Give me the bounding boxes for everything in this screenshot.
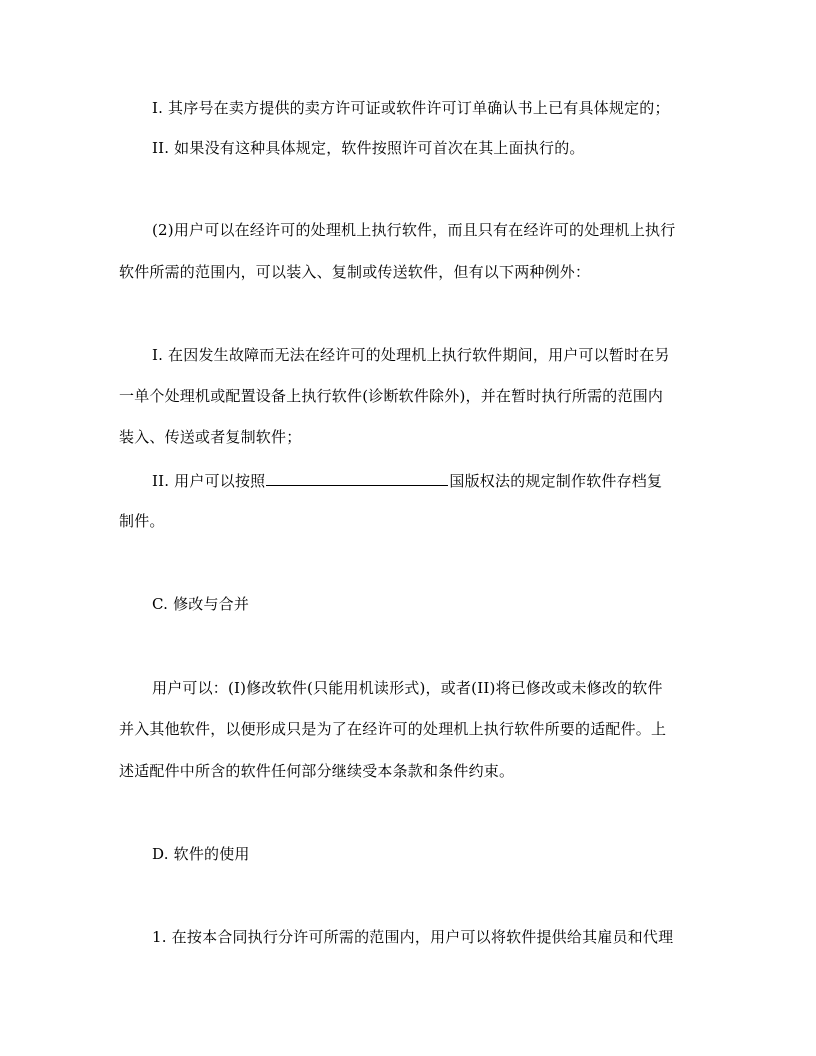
exception-line-6: 一单个处理机或配置设备上执行软件(诊断软件除外)，并在暂时执行所需的范围内 bbox=[119, 387, 664, 405]
paragraph-line-3: (2)用户可以在经许可的处理机上执行软件，而且只有在经许可的处理机上执行 bbox=[152, 221, 676, 239]
exception-line-9: 制件。 bbox=[119, 512, 165, 530]
exception-line-7: 装入、传送或者复制软件； bbox=[119, 428, 302, 446]
exception-line-8-before: II. 用户可以按照 bbox=[152, 472, 266, 490]
paragraph-line-15: 1. 在按本合同执行分许可所需的范围内，用户可以将软件提供给其雇员和代理 bbox=[152, 928, 674, 946]
section-heading-d: D. 软件的使用 bbox=[152, 845, 250, 863]
paragraph-line-12: 并入其他软件，以便形成只是为了在经许可的处理机上执行软件所要的适配件。上 bbox=[119, 720, 667, 738]
exception-line-8-after: 国版权法的规定制作软件存档复 bbox=[449, 472, 663, 490]
exception-line-5: I. 在因发生故障而无法在经许可的处理机上执行软件期间，用户可以暂时在另 bbox=[152, 346, 670, 364]
clause-line-2: II. 如果没有这种具体规定，软件按照许可首次在其上面执行的。 bbox=[152, 139, 585, 157]
fill-in-blank bbox=[266, 469, 448, 486]
exception-line-8 bbox=[152, 469, 662, 491]
clause-line-1: I. 其序号在卖方提供的卖方许可证或软件许可订单确认书上已有具体规定的； bbox=[152, 99, 670, 117]
paragraph-line-11: 用户可以：(I)修改软件(只能用机读形式)，或者(II)将已修改或未修改的软件 bbox=[152, 679, 663, 697]
section-heading-c: C. 修改与合并 bbox=[152, 595, 250, 613]
paragraph-line-4: 软件所需的范围内，可以装入、复制或传送软件，但有以下两种例外： bbox=[119, 263, 591, 281]
paragraph-line-13: 述适配件中所含的软件任何部分继续受本条款和条件约束。 bbox=[119, 762, 515, 780]
